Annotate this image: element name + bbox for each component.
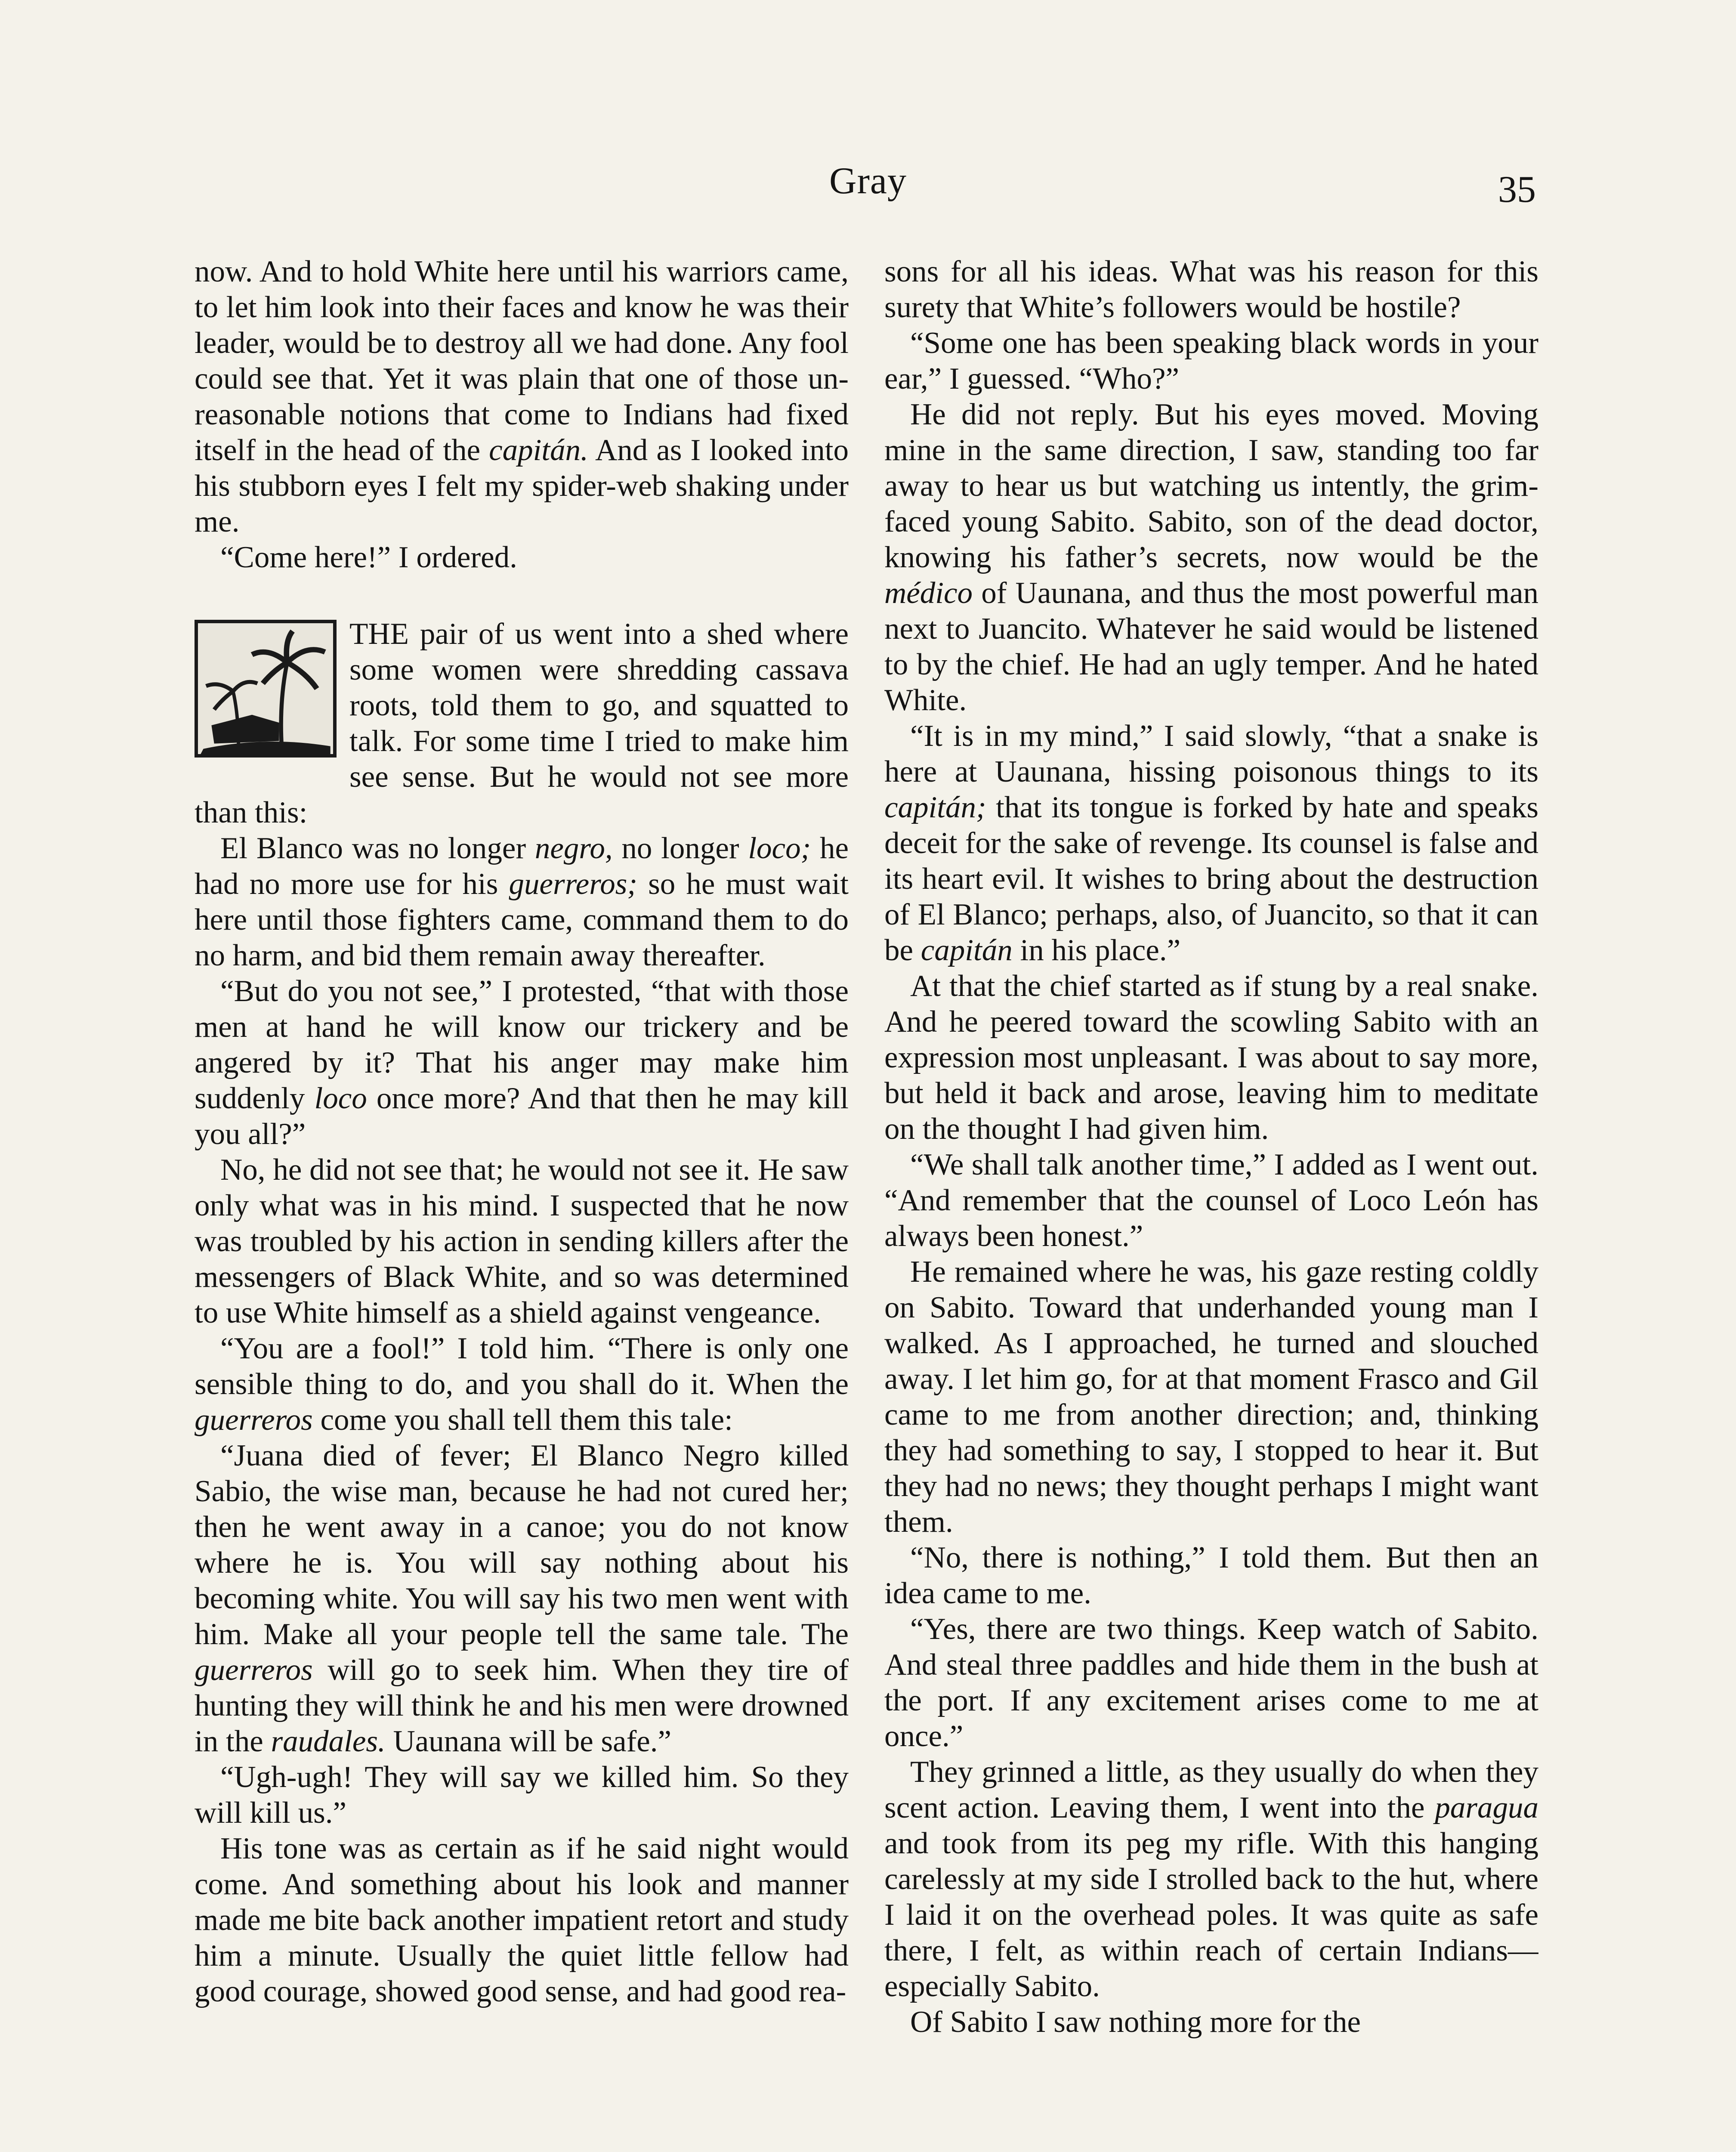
paragraph: At that the chief started as if stung by a real snake. And he peered toward the scowling Sabito with an expression most unpleasant. I was about to say more, but held it back and arose, leaving him to meditate on the thought I had given him.: [884, 969, 1538, 1146]
paragraph: El Blanco was no longer negro, no longer loco; he had no more use for his guerreros; so he must wait here until those fighters came, command them to do no harm, and bid them remain away thereafter.: [195, 832, 849, 972]
paragraph: Of Sabito I saw nothing more for the: [910, 2005, 1361, 2039]
paragraph: “Come here!” I ordered.: [220, 541, 517, 574]
right-column: [884, 254, 1538, 2152]
paragraph: They grinned a little, as they usually do when they scent action. Leaving them, I went into the paragua and took from its peg my rifle. With this hanging carelessly at my side I strolled back to the hut, where I laid it on the overhead poles. It was quite as safe there, I felt, as within reach of certain Indians—especially Sabito.: [884, 1755, 1538, 2003]
jungle-vignette-icon: [195, 620, 337, 758]
running-header: [0, 159, 1736, 228]
section-break: [195, 575, 849, 616]
paragraph: “Ugh-ugh! They will say we killed him. So they will kill us.”: [195, 1760, 849, 1830]
running-title: Gray: [829, 160, 907, 202]
paragraph: His tone was as certain as if he said night would come. And something about his look and manner made me bite back another impatient retort and study him a minute. Usually the quiet little fellow had good courage, showed good sense, and had good rea-: [195, 1832, 849, 2008]
left-column: [195, 254, 849, 2152]
page-number: 35: [1498, 169, 1536, 210]
paragraph: He did not reply. But his eyes moved. Moving mine in the same direction, I saw, standing too far away to hear us but watching us intently, the grim-faced young Sabito. Sabito, son of the dead doctor, knowing his father’s secrets, now would be the médico of Uaunana, and thus the most powerful man next to Juancito. Whatever he said would be listened to by the chief. He had an ugly temper. And he hated White.: [884, 398, 1538, 717]
paragraph: now. And to hold White here until his warriors came, to let him look into their faces and know he was their leader, would be to destroy all we had done. Any fool could see that. Yet it was plain that one of those unreasonable notions that come to Indians had fixed itself in the head of the capitán. And as I looked into his stubborn eyes I felt my spider-web shaking under me.: [195, 255, 849, 538]
paragraph: “Juana died of fever; El Blanco Negro killed Sabio, the wise man, because he had not cured her; then he went away in a canoe; you do not know where he is. You will say nothing about his becoming white. You will say his two men went with him. Make all your people tell the same tale. The guerreros will go to seek him. When they tire of hunting they will think he and his men were drowned in the raudales. Uaunana will be safe.”: [195, 1439, 849, 1758]
paragraph: He remained where he was, his gaze resting coldly on Sabito. Toward that underhanded young man I walked. As I approached, he turned and slouched away. I let him go, for at that moment Frasco and Gil came to me from another direction; and, thinking they had something to say, I stopped to hear it. But they had no news; they thought perhaps I might want them.: [884, 1255, 1538, 1539]
paragraph: “But do you not see,” I protested, “that with those men at hand he will know our trickery and be angered by it? That his anger may make him suddenly loco once more? And that then he may kill you all?”: [195, 974, 849, 1151]
paragraph: “You are a fool!” I told him. “There is only one sensible thing to do, and you shall do it. When the guerreros come you shall tell them this tale:: [195, 1332, 849, 1437]
paragraph: “We shall talk another time,” I added as I went out. “And remember that the counsel of Loco León has always been honest.”: [884, 1148, 1538, 1253]
paragraph: “Yes, there are two things. Keep watch of Sabito. And steal three paddles and hide them in the bush at the port. If any excitement arises come to me at once.”: [884, 1612, 1538, 1753]
paragraph: No, he did not see that; he would not see it. He saw only what was in his mind. I suspected that he now was troubled by his action in sending killers after the messengers of Black White, and so was determined to use White himself as a shield against vengeance.: [195, 1153, 849, 1330]
paragraph: “It is in my mind,” I said slowly, “that a snake is here at Uaunana, hissing poisonous things to its capitán; that its tongue is forked by hate and speaks deceit for the sake of revenge. Its counsel is false and its heart evil. It wishes to bring about the destruction of El Blanco; perhaps, also, of Juancito, so that it can be capitán in his place.”: [884, 719, 1538, 967]
section-opening: [195, 616, 849, 831]
paragraph: THE pair of us went into a shed where some women were shredding cassava roots, told them to go, and squatted to talk. For some time I tried to make him see sense. But he would not see more than this:: [195, 617, 849, 829]
paragraph: “No, there is nothing,” I told them. But then an idea came to me.: [884, 1541, 1538, 1610]
paragraph: “Some one has been speaking black words in your ear,” I guessed. “Who?”: [884, 326, 1538, 396]
paragraph: sons for all his ideas. What was his reason for this surety that White’s followers would be hostile?: [884, 255, 1538, 324]
